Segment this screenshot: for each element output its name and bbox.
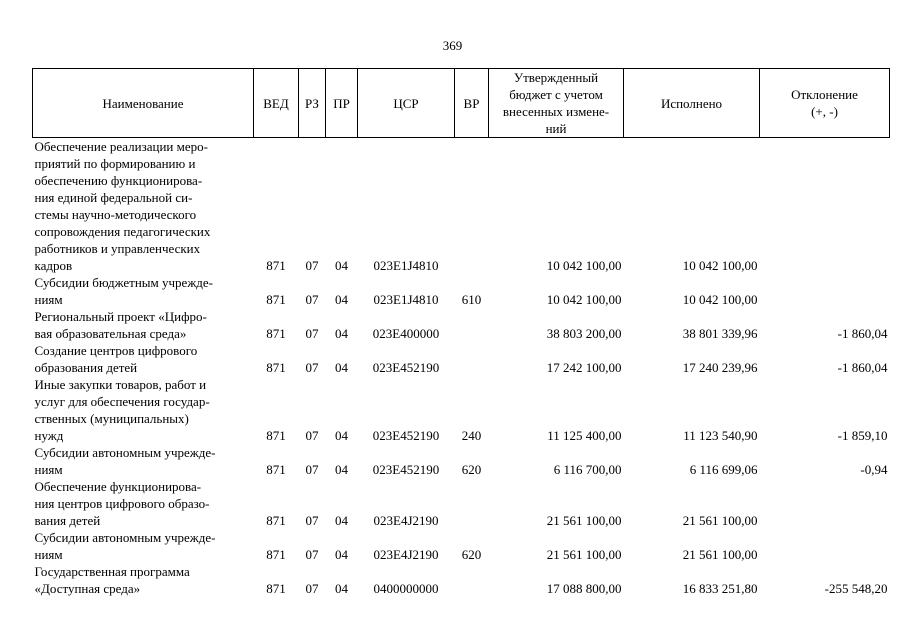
cell-pr: 04 xyxy=(335,462,348,477)
cell-name-line: вая образовательная среда» xyxy=(34,326,187,341)
cell-name-line: «Доступная среда» xyxy=(34,581,141,596)
cell-name-line: ниям xyxy=(34,547,63,562)
cell-approved: 38 803 200,00 xyxy=(546,326,622,341)
cell-executed: 38 801 339,96 xyxy=(682,326,758,341)
cell-vr xyxy=(455,478,489,529)
cell-name-line: Государственная программа xyxy=(34,564,190,579)
cell-name-line: работников и управленческих xyxy=(34,241,201,256)
cell-executed: 10 042 100,00 xyxy=(682,258,758,273)
cell-name-line: ниям xyxy=(34,462,63,477)
cell-rz: 07 xyxy=(305,258,319,273)
cell-executed: 21 561 100,00 xyxy=(682,547,758,562)
header-deviation-line: Отклонение xyxy=(791,87,858,102)
cell-vr xyxy=(455,342,489,376)
cell-name-line: ния центров цифрового образо- xyxy=(34,496,210,511)
cell-deviation: -1 859,10 xyxy=(837,428,888,443)
cell-vr: 620 xyxy=(461,462,482,477)
cell-deviation: -1 860,04 xyxy=(837,360,888,375)
header-csr: ЦСР xyxy=(358,69,455,138)
cell-name-line: Региональный проект «Цифро- xyxy=(34,309,207,324)
cell-csr: 023E452190 xyxy=(372,428,440,443)
cell-csr: 023E1J4810 xyxy=(373,258,439,273)
cell-ved: 871 xyxy=(266,581,286,596)
header-approved-line: Утвержденный xyxy=(513,70,599,85)
table-row xyxy=(33,308,890,342)
cell-rz: 07 xyxy=(305,360,319,375)
cell-name xyxy=(33,308,254,342)
cell-ved: 871 xyxy=(266,292,286,307)
cell-ved: 871 xyxy=(266,360,286,375)
cell-executed: 21 561 100,00 xyxy=(682,513,758,528)
cell-name-line: Субсидии автономным учрежде- xyxy=(34,530,216,545)
cell-approved: 11 125 400,00 xyxy=(547,428,622,443)
table-row xyxy=(33,342,890,376)
cell-ved: 871 xyxy=(266,462,286,477)
cell-name-line: ниям xyxy=(34,292,63,307)
table-row xyxy=(33,563,890,597)
cell-rz: 07 xyxy=(305,462,319,477)
cell-vr: 240 xyxy=(461,428,482,443)
cell-ved: 871 xyxy=(266,547,286,562)
cell-rz: 07 xyxy=(305,428,319,443)
cell-csr: 023E4J2190 xyxy=(373,513,439,528)
cell-ved: 871 xyxy=(266,513,286,528)
cell-name-line: обеспечению функционирова- xyxy=(34,173,203,188)
header-approved-line: внесенных измене- xyxy=(502,104,610,119)
budget-table xyxy=(32,68,890,597)
cell-vr xyxy=(455,563,489,597)
cell-csr: 023E452190 xyxy=(372,360,440,375)
cell-name-line: Иные закупки товаров, работ и xyxy=(34,377,207,392)
cell-pr: 04 xyxy=(335,428,348,443)
cell-deviation xyxy=(760,138,890,275)
table-row xyxy=(33,138,890,275)
cell-rz: 07 xyxy=(305,547,319,562)
cell-pr: 04 xyxy=(335,326,348,341)
header-executed: Исполнено xyxy=(624,69,760,138)
cell-pr: 04 xyxy=(335,360,348,375)
cell-rz: 07 xyxy=(305,581,319,596)
cell-csr: 023E452190 xyxy=(372,462,440,477)
cell-name-line: нужд xyxy=(34,428,64,443)
cell-name-line: ния единой федеральной си- xyxy=(34,190,193,205)
cell-vr: 610 xyxy=(461,292,482,307)
cell-name xyxy=(33,274,254,308)
header-name: Наименование xyxy=(33,69,254,138)
cell-executed: 11 123 540,90 xyxy=(683,428,758,443)
cell-pr: 04 xyxy=(335,258,348,273)
cell-approved: 6 116 700,00 xyxy=(553,462,622,477)
cell-vr: 620 xyxy=(461,547,482,562)
cell-name xyxy=(33,342,254,376)
cell-name xyxy=(33,478,254,529)
cell-name-line: вания детей xyxy=(34,513,101,528)
cell-deviation xyxy=(760,478,890,529)
cell-approved: 17 242 100,00 xyxy=(546,360,622,375)
cell-name-line: приятий по формированию и xyxy=(34,156,196,171)
cell-deviation xyxy=(760,274,890,308)
cell-executed: 17 240 239,96 xyxy=(682,360,758,375)
header-deviation xyxy=(760,69,890,138)
cell-name-line: услуг для обеспечения государ- xyxy=(34,394,210,409)
cell-rz: 07 xyxy=(305,326,319,341)
cell-name xyxy=(33,376,254,444)
cell-csr: 0400000000 xyxy=(373,581,439,596)
cell-name xyxy=(33,138,254,275)
cell-executed: 16 833 251,80 xyxy=(682,581,758,596)
table-row xyxy=(33,529,890,563)
page-number: 369 xyxy=(442,38,463,53)
cell-name-line: Обеспечение реализации меро- xyxy=(34,139,208,154)
cell-rz: 07 xyxy=(305,513,319,528)
cell-name-line: образования детей xyxy=(34,360,138,375)
table-header-row xyxy=(33,69,890,138)
cell-rz: 07 xyxy=(305,292,319,307)
cell-vr xyxy=(455,138,489,275)
cell-name-line: сопровождения педагогических xyxy=(34,224,211,239)
header-pr: ПР xyxy=(326,69,358,138)
cell-pr: 04 xyxy=(335,292,348,307)
cell-name-line: Обеспечение функционирова- xyxy=(34,479,202,494)
cell-name-line: ственных (муниципальных) xyxy=(34,411,189,426)
cell-deviation: -1 860,04 xyxy=(837,326,888,341)
header-rz: РЗ xyxy=(299,69,326,138)
header-approved xyxy=(489,69,624,138)
cell-name-line: кадров xyxy=(34,258,73,273)
cell-pr: 04 xyxy=(335,581,348,596)
table-row xyxy=(33,444,890,478)
cell-approved: 21 561 100,00 xyxy=(546,547,622,562)
cell-ved: 871 xyxy=(266,326,286,341)
cell-approved: 17 088 800,00 xyxy=(546,581,622,596)
cell-approved: 10 042 100,00 xyxy=(546,292,622,307)
cell-csr: 023E400000 xyxy=(372,326,440,341)
cell-pr: 04 xyxy=(335,513,348,528)
cell-ved: 871 xyxy=(266,258,286,273)
cell-name-line: Создание центров цифрового xyxy=(34,343,198,358)
cell-csr: 023E4J2190 xyxy=(373,547,439,562)
cell-deviation xyxy=(760,529,890,563)
cell-pr: 04 xyxy=(335,547,348,562)
table-row xyxy=(33,478,890,529)
header-vr: ВР xyxy=(455,69,489,138)
table-row xyxy=(33,274,890,308)
header-approved-line: бюджет с учетом xyxy=(509,87,603,102)
cell-approved: 10 042 100,00 xyxy=(546,258,622,273)
cell-deviation: -255 548,20 xyxy=(824,581,888,596)
cell-name-line: Субсидии автономным учрежде- xyxy=(34,445,216,460)
cell-name-line: Субсидии бюджетным учрежде- xyxy=(34,275,214,290)
cell-executed: 10 042 100,00 xyxy=(682,292,758,307)
cell-csr: 023E1J4810 xyxy=(373,292,439,307)
header-approved-line: ний xyxy=(545,121,567,136)
header-deviation-line: (+, -) xyxy=(811,104,838,119)
cell-name xyxy=(33,563,254,597)
header-ved: ВЕД xyxy=(254,69,299,138)
cell-executed: 6 116 699,06 xyxy=(689,462,758,477)
table-row xyxy=(33,376,890,444)
cell-approved: 21 561 100,00 xyxy=(546,513,622,528)
cell-ved: 871 xyxy=(266,428,286,443)
cell-deviation: -0,94 xyxy=(860,462,888,477)
cell-name xyxy=(33,529,254,563)
cell-name-line: стемы научно-методического xyxy=(34,207,197,222)
table-body xyxy=(33,138,890,598)
cell-name xyxy=(33,444,254,478)
cell-vr xyxy=(455,308,489,342)
